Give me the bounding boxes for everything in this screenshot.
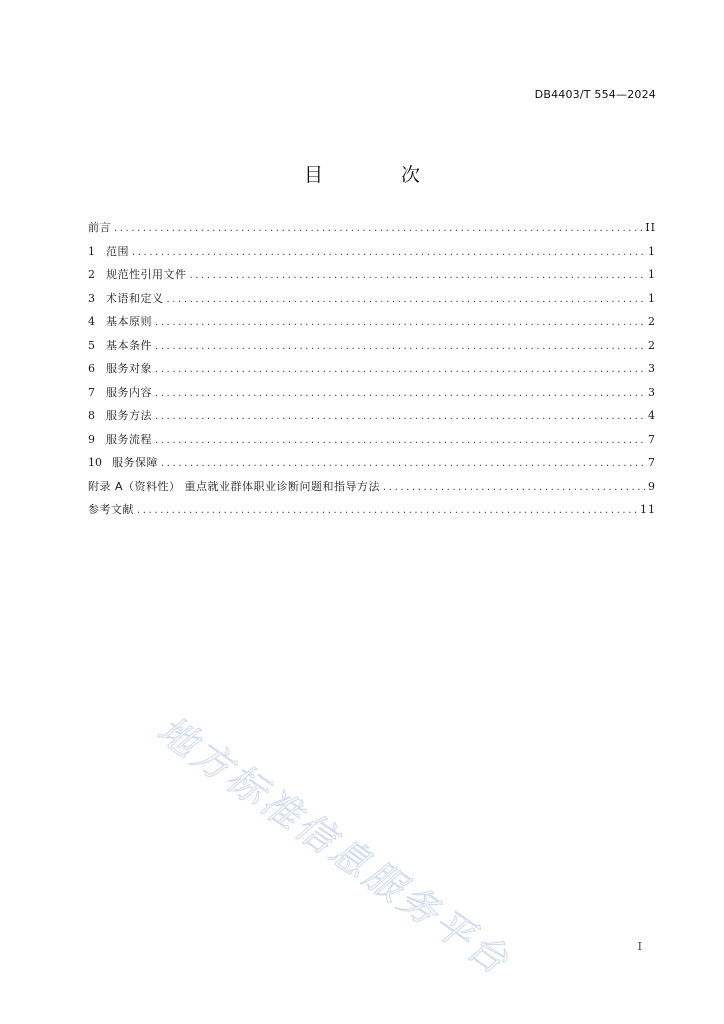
toc-entry-page: 1	[648, 291, 656, 305]
toc-leader-dots	[155, 311, 645, 335]
toc-leader-dots	[155, 405, 645, 429]
toc-entry-text: 术语和定义	[106, 291, 164, 305]
toc-leader-dots	[155, 358, 645, 382]
toc-entry[interactable]	[88, 498, 656, 522]
toc-entry[interactable]	[88, 404, 656, 428]
toc-leader-dots	[137, 499, 637, 523]
toc-leader-dots	[190, 264, 646, 288]
toc-entry[interactable]	[88, 334, 656, 358]
table-of-contents	[88, 216, 656, 522]
toc-entry-number: 7	[88, 385, 95, 399]
toc-title: 目 次	[303, 164, 457, 186]
toc-entry-page: II	[645, 221, 656, 234]
toc-entry[interactable]	[88, 287, 656, 311]
toc-entry-text: 范围	[106, 244, 129, 258]
toc-leader-dots	[383, 476, 645, 500]
toc-entry-page: 9	[648, 479, 656, 493]
toc-entry-number: 3	[88, 291, 95, 305]
toc-entry-page: 1	[648, 268, 656, 281]
toc-entry[interactable]	[88, 263, 656, 287]
page-number: I	[637, 940, 642, 953]
toc-entry-text: 服务内容	[106, 385, 152, 399]
toc-entry-number: 10	[88, 456, 102, 469]
toc-entry-page: 3	[648, 362, 656, 375]
toc-entry-text: 附录 A（资料性） 重点就业群体职业诊断问题和指导方法	[88, 479, 381, 493]
toc-entry-number: 1	[88, 244, 95, 258]
toc-leader-dots	[155, 335, 645, 359]
toc-entry-text: 服务保障	[112, 456, 158, 469]
toc-entry-text: 服务对象	[106, 362, 152, 375]
toc-entry-number: 2	[88, 268, 95, 281]
toc-entry-text: 参考文献	[88, 503, 134, 516]
toc-entry-page: 7	[648, 432, 656, 446]
toc-entry-text: 前言	[88, 221, 111, 234]
toc-entry-page: 11	[640, 503, 656, 516]
toc-entry[interactable]	[88, 240, 656, 264]
toc-entry-page: 2	[648, 338, 656, 352]
toc-entry-page: 2	[648, 315, 656, 328]
toc-entry-number: 6	[88, 362, 95, 375]
toc-entry-text: 规范性引用文件	[106, 268, 187, 281]
toc-entry[interactable]	[88, 428, 656, 452]
toc-entry-text: 服务方法	[106, 409, 152, 422]
toc-entry[interactable]	[88, 451, 656, 475]
toc-entry-page: 1	[648, 244, 656, 258]
toc-leader-dots	[155, 429, 645, 453]
toc-entry[interactable]	[88, 357, 656, 381]
document-code: DB4403/T 554—2024	[534, 88, 656, 101]
toc-leader-dots	[155, 382, 645, 406]
toc-entry[interactable]	[88, 216, 656, 240]
toc-entry-page: 3	[648, 385, 656, 399]
toc-leader-dots	[167, 288, 646, 312]
toc-entry[interactable]	[88, 310, 656, 334]
toc-leader-dots	[114, 217, 642, 241]
toc-entry[interactable]	[88, 381, 656, 405]
toc-entry-page: 7	[648, 456, 656, 469]
toc-entry-page: 4	[648, 409, 656, 422]
toc-entry-number: 8	[88, 409, 95, 422]
toc-entry[interactable]	[88, 475, 656, 499]
toc-entry-number: 9	[88, 432, 95, 446]
watermark-text: 地方标准信息服务平台	[149, 707, 519, 985]
toc-leader-dots	[161, 452, 645, 476]
toc-leader-dots	[132, 241, 645, 265]
toc-entry-text: 基本条件	[106, 338, 152, 352]
toc-entry-text: 基本原则	[106, 315, 152, 328]
toc-entry-text: 服务流程	[106, 432, 152, 446]
toc-entry-number: 4	[88, 315, 95, 328]
toc-entry-number: 5	[88, 338, 95, 352]
